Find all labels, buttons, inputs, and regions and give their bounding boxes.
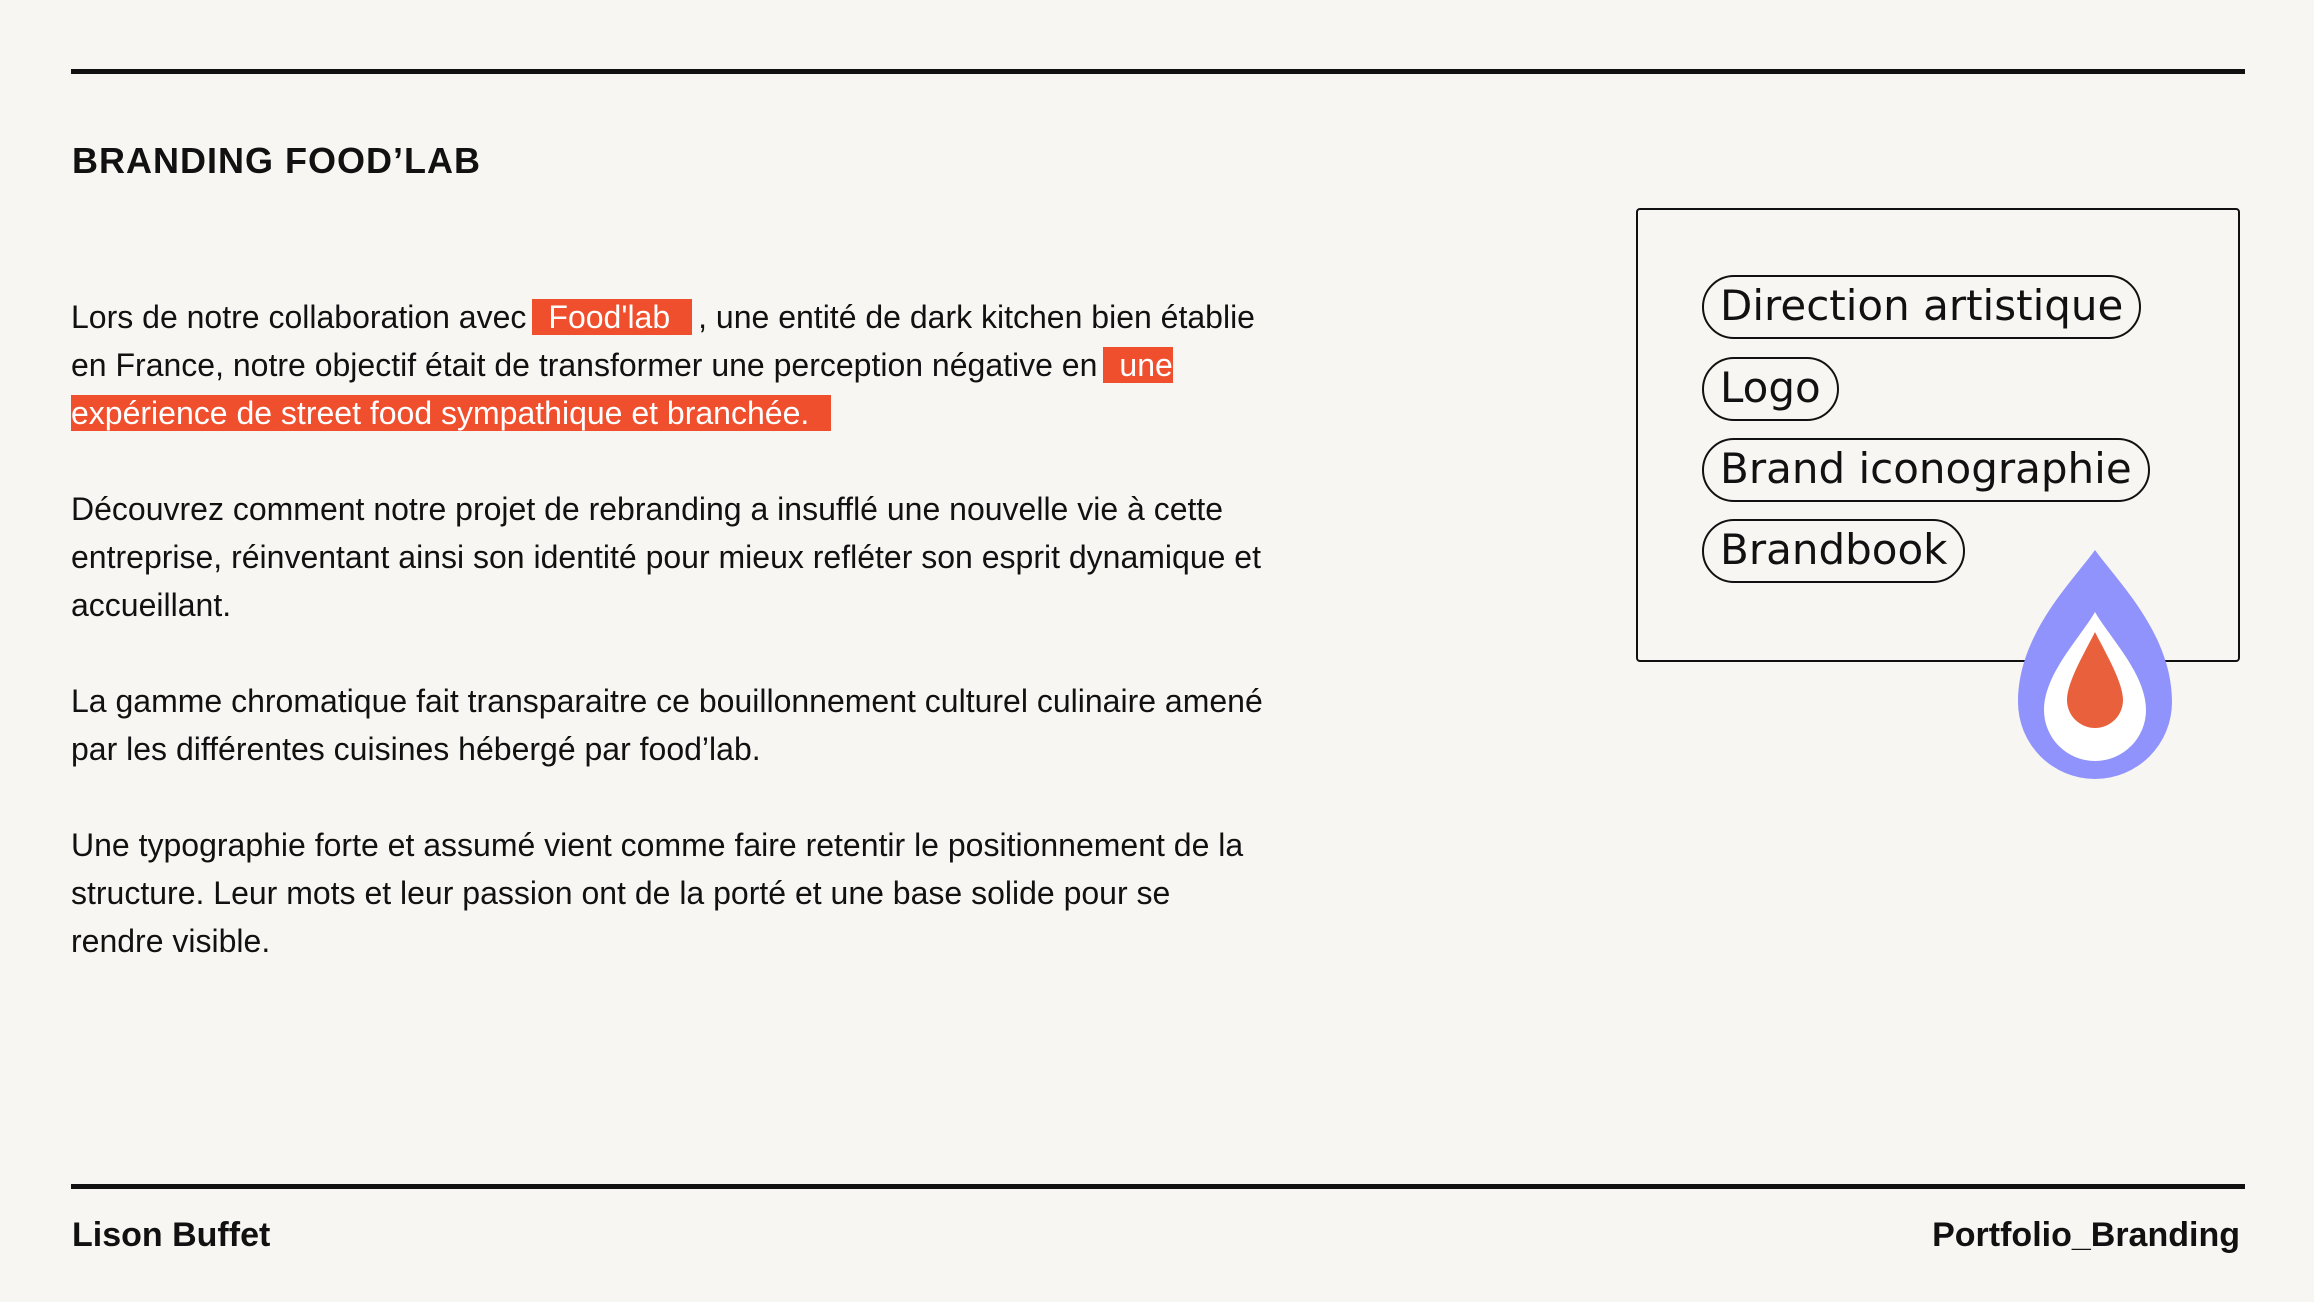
tag-brandbook: Brandbook — [1702, 519, 1965, 583]
top-divider — [71, 69, 2245, 74]
tag-brand-iconographie: Brand iconographie — [1702, 438, 2150, 502]
typography-paragraph: Une typographie forte et assumé vient comme faire retentir le positionnement de la structure. Leur mots et leur passion ont de la porté et une base solide pour se rendre visible. — [71, 827, 1244, 959]
rebranding-paragraph: Découvrez comment notre projet de rebranding a insufflé une nouvelle vie à cette entreprise, réinventant ainsi son identité pour mieux refléter son esprit dynamique et accueillant. — [71, 491, 1261, 623]
goal-highlight: une expérience de street food sympathique et branchée. — [71, 347, 1173, 431]
page-title: BRANDING FOOD’LAB — [72, 140, 481, 181]
flame-drop-icon — [2014, 546, 2176, 782]
brand-highlight: Food'lab — [532, 299, 692, 335]
footer-author: Lison Buffet — [72, 1216, 271, 1254]
footer-section: Portfolio_Branding — [1932, 1216, 2240, 1254]
intro-paragraph — [71, 293, 1271, 437]
tag-logo: Logo — [1702, 357, 1839, 421]
intro-text-middle: , une entité de dark kitchen bien établie en France, notre objectif était de transformer une perception négative en — [71, 299, 1255, 383]
intro-text-start: Lors de notre collaboration avec — [71, 299, 527, 335]
description-text — [71, 293, 1271, 1013]
bottom-divider — [71, 1184, 2245, 1189]
color-paragraph: La gamme chromatique fait transparaitre ce bouillonnement culturel culinaire amené par les différentes cuisines hébergé par food’lab. — [71, 683, 1263, 767]
tag-direction-artistique: Direction artistique — [1702, 275, 2141, 339]
